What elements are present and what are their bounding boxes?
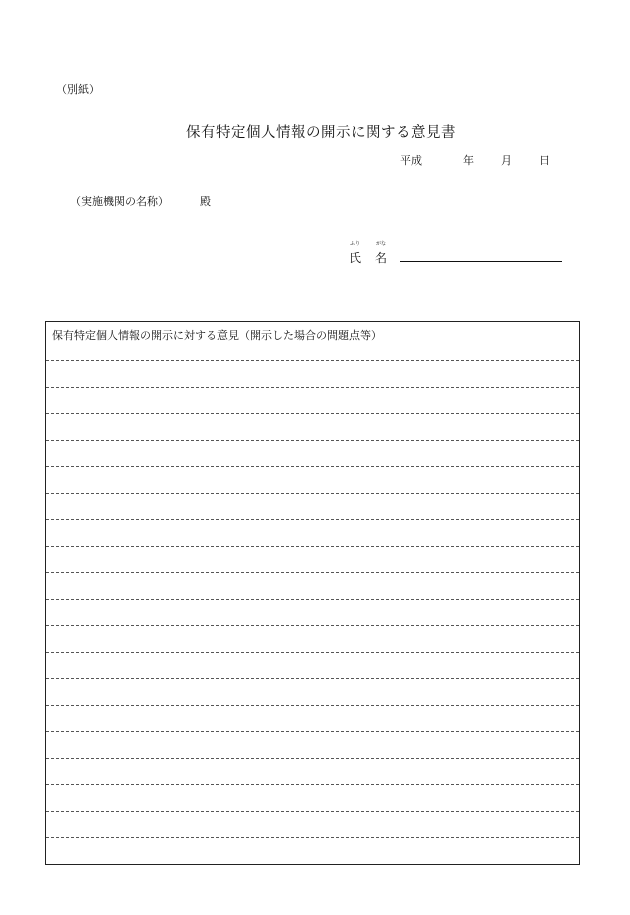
writing-line [46,784,579,785]
opinion-box-heading: 保有特定個人情報の開示に対する意見（開示した場合の問題点等） [52,329,382,342]
writing-line [46,519,579,520]
opinion-box[interactable] [45,321,580,865]
writing-line [46,678,579,679]
writing-line [46,440,579,441]
writing-line [46,705,579,706]
name-field[interactable] [400,261,562,262]
writing-line [46,652,579,653]
furigana-ruby-2: がな [376,241,387,247]
writing-line [46,758,579,759]
document-title: 保有特定個人情報の開示に関する意見書 [186,125,456,141]
writing-line [46,811,579,812]
writing-line [46,546,579,547]
writing-line [46,572,579,573]
honorific-label: 殿 [200,195,211,208]
writing-line [46,387,579,388]
date-month-label: 月 [501,154,512,167]
name-label-1: 氏 [349,251,362,265]
writing-line [46,599,579,600]
furigana-ruby-1: ふり [350,241,361,247]
writing-line [46,731,579,732]
date-day-label: 日 [539,154,550,167]
writing-line [46,493,579,494]
writing-line [46,837,579,838]
agency-name-label: （実施機関の名称） [70,195,169,208]
writing-line [46,625,579,626]
writing-line [46,466,579,467]
writing-line [46,413,579,414]
date-year-label: 年 [463,154,474,167]
writing-line [46,360,579,361]
name-label-2: 名 [375,251,388,265]
date-era-label: 平成 [400,154,422,167]
attachment-label: （別紙） [56,83,100,96]
